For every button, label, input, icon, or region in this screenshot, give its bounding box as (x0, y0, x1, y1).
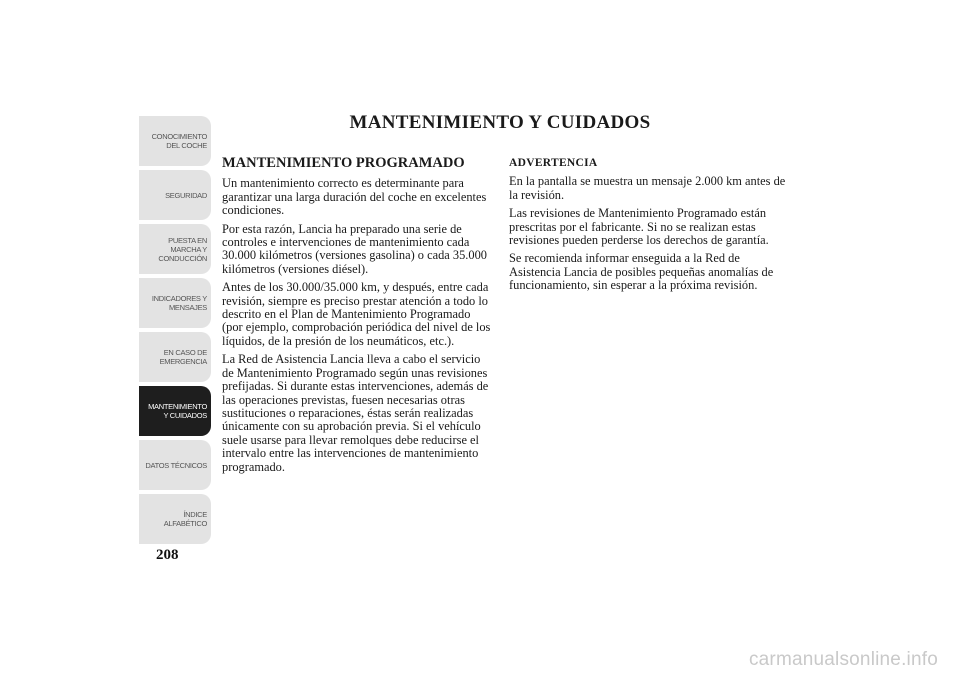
chapter-sidebar (139, 116, 211, 544)
paragraph: Las revisiones de Mantenimiento Programado están prescritas por el fabricante. Si no se realizan estas revisiones pueden perderse los derechos de garantía. (509, 206, 769, 248)
tab-label: INDICADORES Y MENSAJES (151, 294, 207, 312)
paragraph: Antes de los 30.000/35.000 km, y después, entre cada revisión, siempre es preciso prestar atención a todo lo descrito en el Plan de Mantenimiento Programado (por ejemplo, comprobación periódica del nivel de los líquidos, de la presión de los neumáticos, etc.). (222, 280, 491, 348)
paragraph: Un mantenimiento correcto es determinante para garantizar una larga duración del coche en excelentes condiciones. (222, 176, 487, 218)
paragraph: Por esta razón, Lancia ha preparado una serie de controles e intervenciones de mantenimiento cada 30.000 kilómetros (versiones gasolina) o cada 35.000 kilómetros (versiones diésel). (222, 221, 487, 276)
paragraph: En la pantalla se muestra un mensaje 2.000 km antes de la revisión. (509, 174, 786, 202)
page-number: 208 (156, 547, 179, 563)
page-title: MANTENIMIENTO Y CUIDADOS (349, 112, 651, 133)
paragraph: La Red de Asistencia Lancia lleva a cabo el servicio de Mantenimiento Programado según unas revisiones prefijadas. Si durante estas intervenciones, además de las operaciones previstas, fuesen necesarias otras sustituciones o reparaciones, éstas serán realizadas únicamente con su aprobación previa. Si el vehículo suele usarse para llevar remolques debe reducirse el intervalo entre las intervenciones de mantenimiento programado. (222, 352, 489, 474)
tab-indicadores-y-mensajes[interactable] (139, 278, 211, 328)
tab-label: ÍNDICE ALFABÉTICO (163, 510, 207, 528)
right-column (509, 157, 789, 298)
tab-label: MANTENIMIENTO Y CUIDADOS (148, 402, 207, 420)
tab-label: SEGURIDAD (165, 190, 207, 200)
tab-puesta-en-marcha[interactable] (139, 224, 211, 274)
tab-datos-tecnicos[interactable] (139, 440, 211, 490)
tab-label: DATOS TÉCNICOS (145, 460, 207, 470)
left-column (222, 157, 494, 479)
tab-label: CONOCIMIENTO DEL COCHE (151, 132, 207, 150)
warning-heading: ADVERTENCIA (509, 157, 598, 169)
paragraph: Se recomienda informar enseguida a la Red de Asistencia Lancia de posibles pequeñas anomalías de funcionamiento, sin esperar a la próxima revisión. (509, 251, 774, 293)
tab-indice-alfabetico[interactable] (139, 494, 211, 544)
tab-seguridad[interactable] (139, 170, 211, 220)
tab-label: PUESTA EN MARCHA Y CONDUCCIÓN (158, 235, 207, 263)
section-heading: MANTENIMIENTO PROGRAMADO (222, 155, 465, 171)
tab-conocimiento-del-coche[interactable] (139, 116, 211, 166)
tab-label: EN CASO DE EMERGENCIA (159, 348, 207, 366)
tab-mantenimiento-y-cuidados[interactable] (139, 386, 211, 436)
watermark: carmanualsonline.info (748, 649, 938, 670)
tab-en-caso-de-emergencia[interactable] (139, 332, 211, 382)
